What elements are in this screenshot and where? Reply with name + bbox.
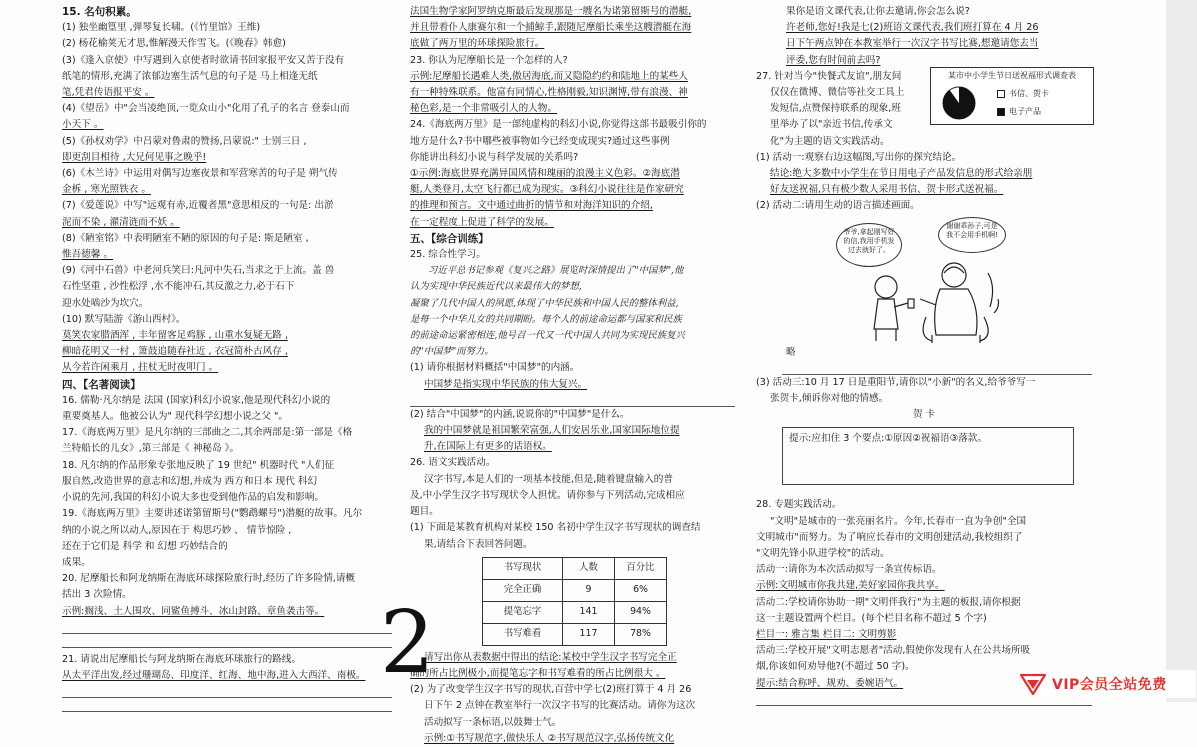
q26-2: (2) 为了改变学生汉字书写的现状,百营中学七(2)班打算于 4 月 26 [410,684,692,696]
q15-line: (5)《孙权劝学》中吕蒙对鲁肃的赞扬,吕蒙说:" 士别三日 , [62,135,307,147]
q28-line: 28. 专题实践活动。 [756,499,842,511]
q27-line: (2) 活动二:请用生动的语言描述画面。 [756,200,920,212]
q26-1-answer: 确的所占比例极小,而提笔忘字和书写难看的所占比例很大 。 [410,667,666,679]
q20-answer: 示例:搁浅、土人围攻、同鲨鱼搏斗、冰山封路、章鱼袭击等。 [62,605,325,617]
q28-line: 活动二:学校请你协助一期"文明伴我行"为主题的板报,请你根据 [756,596,1021,608]
q15-line: 即更刮目相待 ,大兄何见事之晚乎! [62,151,207,163]
q26-2: 活动拟写一条标语,以鼓舞士气。 [424,716,562,728]
q26-3-line: 果你是语文课代表,让你去邀请,你会怎么说? [786,6,970,17]
q25-1-answer: 中国梦是指实现中华民族的伟大复兴。 [424,378,588,390]
card-hint: 提示:应扣住 3 个要点:①原因②祝福语③落款。 [789,433,987,445]
speech-bubble-right: 谢谢乖孙子,可是我不会用手机啊! [938,217,1006,253]
q26-intro: 汉字书写,本是人们的一项基本技能,但是,随着键盘输入的普 [424,473,673,485]
answer-rule [62,684,392,698]
q15-line: 迎水处啮沙为坎穴。 [62,297,149,309]
q26-intro: 题目。 [410,506,439,518]
q26-3-answer: 日下午两点钟在本教室举行一次汉字书写比赛,想邀请您去当 [786,38,1039,50]
survey-table [482,557,667,646]
q22-answer-line: 法国生物学家阿罗纳克斯最后发现那是一艘名为诺第留斯号的潜艇, [410,6,692,17]
answer-rule [62,620,392,634]
q28-answer: 提示:结合称呼、规劝、委婉语气。 [756,677,904,689]
q18-line: 服自然,改造世界的意志和幻想,并成为 西方和日本 现代 科幻 [62,475,318,487]
q15-line: 柳暗花明又一村 , 箫鼓追随春社近 , 衣冠简朴古风存 , [62,346,288,358]
table-cell: 141 [563,601,615,623]
q22-answer-line: 底做了两万里的环球探险旅行。 [410,38,545,50]
q28-line: "文明先锋小队进学校"的活动。 [756,548,890,560]
table-row [483,579,667,601]
table-cell: 6% [615,579,667,601]
table-row [483,623,667,645]
table-cell: 94% [615,601,667,623]
q23-answer: 示例:尼摩船长遇难人类,傲居海底,而又隐隐约约和陆地上的某些人 [410,70,688,82]
q19-line: 成果。 [62,556,91,568]
q15-line: (3)《逢入京使》中写遇到入京使者时欲请书回家报平安又苦于没有 [62,54,345,66]
column-right [756,4,1092,706]
omit-label: 略 [786,346,796,358]
q19-line: 还在于它们是 科学 和 幻想 巧妙结合的 [62,540,228,552]
column-middle [410,4,735,747]
q15-line: 泥而不染 , 濯清涟而不妖 。 [62,216,180,228]
chart-title: 某市中小学生节日送祝福形式调查表 [948,71,1076,80]
q28-answer: 栏目一: 雅言集 栏目二: 文明剪影 [756,629,897,641]
pie-svg [939,83,979,123]
q15-line: 莫笑农家腊酒浑 , 丰年留客足鸡豚 , 山重水复疑无路 , [62,330,288,342]
table-cell: 9 [563,579,615,601]
q15-line: (6)《木兰诗》中运用对偶写边塞夜景和军营寒苦的句子是 朔气传 [62,168,338,180]
table-cell: 书写难看 [483,623,563,645]
card-title: 贺 卡 [912,409,936,421]
q16-line: 重要奠基人。他被公认为" 现代科学幻想小说之父 "。 [62,411,288,423]
q25-2: (2) 结合"中国梦"的内涵,说说你的"中国梦"是什么。 [410,408,630,420]
pie-slice-electronic [943,87,975,119]
q15-line: 石性坚重 , 沙性松浮 ,水不能冲石,其反激之力,必于石下 [62,281,295,293]
q28-answer: 示例:文明城市你我共建,美好家园你我共享。 [756,580,945,592]
q24-line: 24.《海底两万里》是一部纯虚构的科幻小说,你觉得这部书最吸引你的 [410,119,707,131]
cartoon-illustration [836,217,1006,345]
q15-title: 15. 名句积累。 [62,6,137,18]
q25-2-answer: 升,在国际上有更多的话语权。 [424,441,552,453]
cartoon-figures-icon [836,217,1006,345]
page-edge-strip [1166,0,1197,702]
q26-1: (1) 下面是某教育机构对某校 150 名初中学生汉字书写现状的调查结 [410,522,701,534]
answer-rule [62,698,392,712]
q15-line: 惟吾德馨 。 [62,249,114,261]
q27-answer: 好友送祝福,只有极少数人采用书信、贺卡形式送祝福。 [770,184,1004,196]
q25-title: 25. 综合性学习。 [410,249,486,261]
q27-line: 里举办了以"亲近书信,传承文 [770,119,893,131]
q27-answer: 结论:绝大多数中小学生在节日用电子产品发信息的形式给亲朋 [770,168,1033,180]
greeting-card-box [782,427,1074,485]
legend-item [997,106,1041,117]
q15-line: 小天下 。 [62,119,104,131]
q26-3-answer: 许老师,您好!我是七(2)班语文课代表,我们班打算在 4 月 26 [786,22,1039,34]
legend-item [997,88,1049,99]
q26-2-answer: 示例:①书写规范字,做快乐人 ②书写规范汉字,弘扬传统文化 [424,732,675,744]
q21-answer: 从太平洋出发,经过珊瑚岛、印度洋、红海、地中海,进入大西洋、南极。 [62,669,366,681]
q18-line: 小说的先河,我国的科幻小说大多也受到他作品的启发和影响。 [62,492,325,504]
q25-passage [410,263,735,360]
table-row [483,601,667,623]
section-5-title: 五、【综合训练】 [410,232,489,245]
table-header-row [483,557,667,579]
legend-label: 电子产品 [1009,107,1041,116]
q24-answer: 的推理和预言。文中通过曲折的情节和对海洋知识的介绍, [410,200,653,212]
q28-line: 活动三:学校开展"文明志愿者"活动,假使你发现有人在公共场所吸 [756,645,1031,657]
q25-2-answer: 我的中国梦就是祖国繁荣富强,人们安居乐业,国家国际地位提 [424,425,680,437]
spacer [756,485,1092,497]
q20-line: 20. 尼摩船长和阿龙纳斯在海底环球探险旅行时,经历了许多险情,请概 [62,573,356,585]
vip-logo-icon [1018,672,1048,696]
q16-line: 16. 儒勒·凡尔纳是 法国 (国家)科幻小说家,他是现代科幻小说的 [62,394,331,406]
q26-1: 果,请结合下表回答问题。 [424,538,533,550]
q24-line: 你能讲出科幻小说与科学发展的关系吗? [410,151,579,163]
q23-line: 23. 你认为尼摩船长是一个怎样的人? [410,54,568,66]
table-header: 百分比 [615,557,667,579]
legend-label: 书信、贺卡 [1009,89,1049,98]
q15-line: (7)《爱莲说》中写"远观有赤,近覆者黑"意思相反的一句是: 出淤 [62,200,334,212]
q21-line: 21. 请说出尼摩船长与阿龙纳斯在海底环球旅行的路线。 [62,653,301,665]
q26-title: 26. 语文实践活动。 [410,457,496,469]
section-4-title: 四、【名著阅读】 [62,378,141,391]
q15-line: 纸笔的情形,充满了浓郁边塞生活气息的句子是 马上相逢无纸 [62,70,318,82]
q17-line: 兰特船长的儿女》,第三部是《 神秘岛 》。 [62,443,240,455]
table-header: 人数 [563,557,615,579]
table-cell: 完全正确 [483,579,563,601]
passage-line: 认为实现中华民族近代以来最伟大的梦想, [410,281,582,293]
q27-line: 发短信,点赞保持联系的现象,班 [770,103,901,115]
table-cell: 117 [563,623,615,645]
q15-line: 笔,凭君传语报平安 。 [62,87,155,99]
q20-line: 括出 3 次险情。 [62,589,132,601]
q28-line: 文明城市"而努力。为了响应长春市的文明创建活动,我校组织了 [756,531,1023,543]
speech-bubble-left: 爷爷,拿起刚写好的信,我用手机发过去就好了。 [836,223,902,267]
q27-line: 仅仅在微博、微信等社交工具上 [770,87,905,99]
q26-intro: 及,中小学生汉字书写现状令人担忧。请你参与下列活动,完成相应 [410,489,685,501]
answer-rule [410,393,735,407]
answer-rule [782,361,1092,375]
q15-line: (4)《望岳》中"会当凌绝顶,一览众山小"化用了孔子的名言 登泰山而 [62,103,350,115]
q18-line: 18. 凡尔纳的作品形象专张地反映了 19 世纪" 机器时代 "人们征 [62,459,335,471]
q15-line: (2) 杨花榆荚无才思,惟解漫天作雪飞。(《晚春》韩愈) [62,38,286,50]
q27-line: 27. 针对当今"快餐式友谊",朋友间 [756,70,902,82]
legend-swatch-black [997,108,1005,116]
q26-1-answer: 请写出你从表数据中得出的结论:某校中学生汉字书写完全正 [424,651,677,663]
q27-3: 张贺卡,倾诉你对他的情感。 [770,393,889,405]
q15-line: 金柝 , 寒光照铁衣 。 [62,184,151,196]
q27-3: (3) 活动三:10 月 17 日是重阳节,请你以"小新"的名义,给爷爷写一 [756,376,1036,388]
passage-line: 习近平总书记参观《复兴之路》展览时深情提出了"中国梦",他 [428,265,684,277]
column-left [62,4,392,712]
q27-line: (1) 活动一:观察右边这幅图,写出你的探究结论。 [756,151,962,163]
vip-text: VIP会员全站免费 [1052,677,1167,693]
q15-line: (9)《河中石兽》中老河兵笑曰:凡河中失石,当求之于上流。盖 兽 [62,265,335,277]
q15-line: (10) 默写陆游《游山西村》。 [62,313,186,325]
q15-line: (8)《陋室铭》中表明陋室不陋的原因的句子是: 斯是陋室 , [62,232,309,244]
table-cell: 提笔忘字 [483,601,563,623]
passage-line: 凝聚了几代中国人的夙愿,体现了中华民族和中国人民的整体利益, [410,297,679,309]
passage-line: 的"中国梦"而努力。 [410,346,494,358]
q28-line: 烟,你该如何劝导他?(不超过 50 字)。 [756,661,915,673]
q15-line: (1) 独坐幽篁里 ,弹琴复长啸。(《竹里馆》王维) [62,22,261,34]
page-number: 2 [380,593,435,693]
q19-line: 19.《海底两万里》主要讲述诺第留斯号("鹦鹉螺号")潜艇的故事。凡尔 [62,508,363,520]
q24-answer: 在一定程度上促进了科学的发展。 [410,216,554,228]
q26-2: 日下午 2 点钟在教室举行一次汉字书写的比赛活动。请你为这次 [424,700,696,712]
q25-1: (1) 请你根据材料概括"中国梦"的内涵。 [410,362,580,374]
q24-answer: 艇,人类登月,太空飞行都已成为现实。③科幻小说往往是作家研究 [410,184,684,196]
table-header: 书写现状 [483,557,563,579]
passage-line: 的前途命运紧密相连,他号召一代又一代中国人共同为实现民族复兴 [410,330,685,342]
q26-3-answer: 评委,您有时间前去吗? [786,54,881,66]
q27-line: 化"为主题的语文实践活动。 [770,135,890,147]
legend-swatch-white [997,90,1005,98]
q19-line: 纳的小说之所以动人,原因在于 构思巧妙 、 情节惊险 , [62,524,292,536]
answer-rule [62,634,392,648]
q15-lines [62,20,392,376]
q28-line: 活动一:请你为本次活动拟写一条宣传标语。 [756,564,942,576]
q24-line: 地方是什么?书中哪些被事物如今已经变成现实?通过这些事例 [410,135,670,147]
survey-pie-chart [930,67,1094,125]
table-cell: 78% [615,623,667,645]
q28-line: "文明"是城市的一张亮丽名片。今年,长春市一直为争创"全国 [770,515,1027,527]
q28-line: 这一主题设置两个栏目。(每个栏目名称不超过 5 个字) [756,612,987,624]
vip-watermark [1018,670,1196,698]
q23-answer: 有一种特殊联系。他富有同情心,性格刚毅,知识渊博,带有浪漫、神 [410,87,688,99]
passage-line: 是每一个中华儿女的共同期盼。每个人的前途命运都与国家和民族 [410,313,682,325]
q23-answer: 秘色彩,是一个非常吸引人的人物。 [410,103,557,115]
q17-line: 17.《海底两万里》是凡尔纳的三部曲之二,其余两部是:第一部是《格 [62,427,353,439]
q24-answer: ①示例:海底世界充满异国风情和瑰丽的浪漫主义色彩。②海底潜 [410,168,680,180]
q15-line: 从今若许闲乘月 , 拄杖无时夜叩门 。 [62,362,219,374]
q22-answer-line: 并且带着仆人康赛尔和一个捕鲸手,跟随尼摩船长乘坐这艘潜艇在海 [410,22,692,34]
